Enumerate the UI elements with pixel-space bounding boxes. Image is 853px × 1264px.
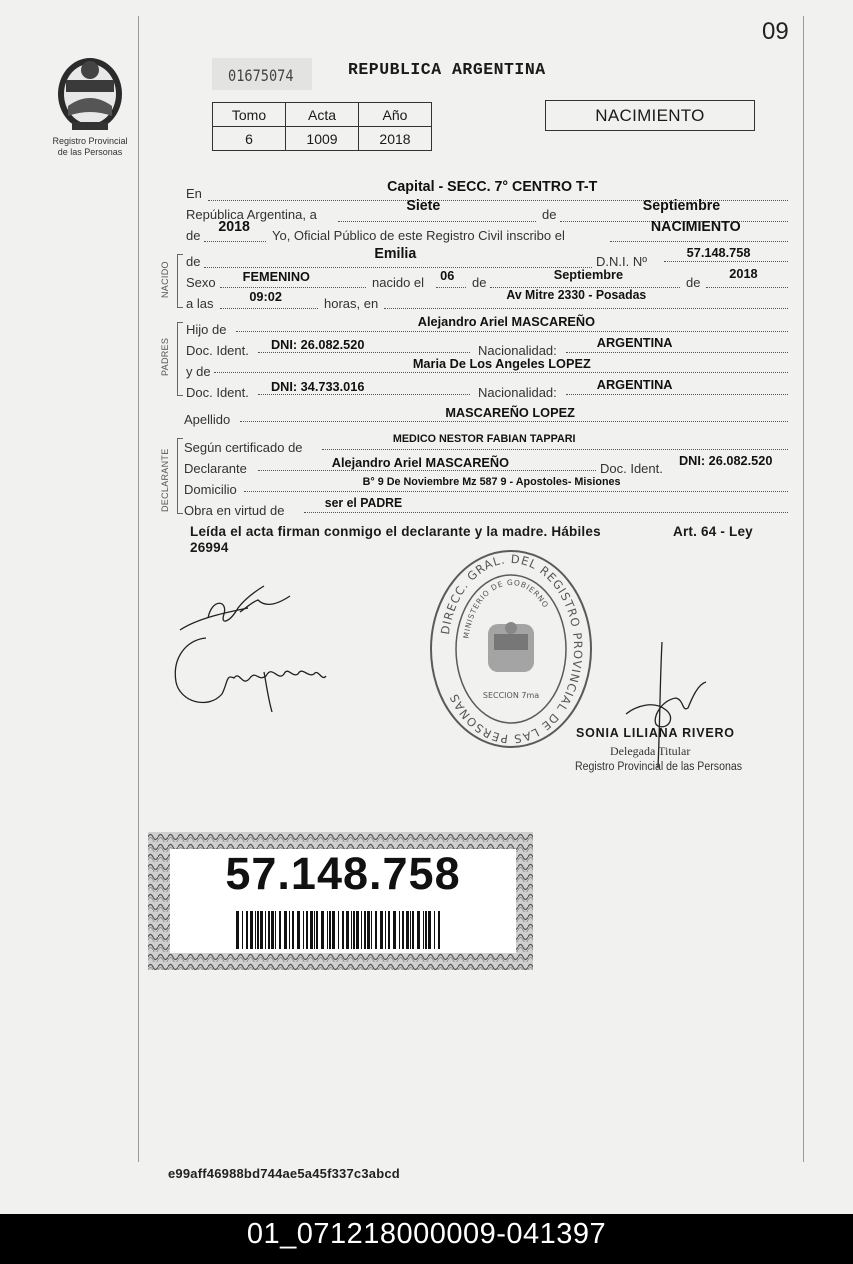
child-name: Emilia [374, 246, 417, 262]
oficial-text: Yo, Oficial Público de este Registro Civil inscribo el [272, 228, 565, 243]
declarante-value: Alejandro Ariel MASCAREÑO [331, 455, 510, 470]
acta-header: Acta [286, 103, 359, 127]
nacido-de-label-3: de [686, 275, 701, 290]
barcode-bar [361, 911, 362, 949]
barcode-bar [289, 911, 290, 949]
mother-nac-label: Nacionalidad: [478, 385, 557, 400]
barcode-bar [388, 911, 390, 949]
tomo-value: 6 [213, 127, 286, 151]
certificado-dots [322, 449, 788, 450]
tomo-header: Tomo [213, 103, 286, 127]
left-margin-line [138, 16, 139, 1162]
mother-doc-label: Doc. Ident. [186, 385, 249, 400]
dni-dots [664, 261, 788, 262]
birth-day: 06 [440, 268, 455, 283]
inscribo-value: NACIMIENTO [650, 219, 741, 235]
father-name: Alejandro Ariel MASCAREÑO [417, 314, 596, 329]
barcode [236, 911, 446, 949]
mother-nat-dots [566, 394, 788, 395]
obra-dots [304, 512, 788, 513]
declarante-doc: DNI: 26.082.520 [678, 453, 773, 468]
apellido-dots [240, 421, 788, 422]
father-nac-label: Nacionalidad: [478, 343, 557, 358]
apellido-label: Apellido [184, 412, 231, 427]
closing-line: Leída el acta firman conmigo el declarante y la madre. Hábiles [190, 524, 601, 539]
father-nationality: ARGENTINA [596, 335, 673, 350]
mother-nationality: ARGENTINA [596, 377, 673, 392]
mother-dots [214, 372, 788, 373]
padres-section-label: PADRES [160, 337, 170, 376]
de-label-2: de [186, 228, 201, 243]
barcode-bar [279, 911, 281, 949]
declarant-signature [168, 578, 338, 718]
domicilio-label: Domicilio [184, 482, 237, 497]
year-dots [204, 241, 266, 242]
birth-year-dots [706, 287, 788, 288]
barcode-bar [380, 911, 383, 949]
official-role: Delegada Titular [610, 744, 691, 758]
en-label: En [186, 186, 202, 201]
birth-day-dots [436, 287, 466, 288]
barcode-bar [399, 911, 400, 949]
father-nat-dots [566, 352, 788, 353]
barcode-bar [257, 911, 259, 949]
sexo-label: Sexo [186, 275, 216, 290]
barcode-bar [406, 911, 409, 949]
place-dots [384, 308, 788, 309]
barcode-bar [412, 911, 414, 949]
stamp-outer-text: DIRECC. GRAL. DEL REGISTRO PROVINCIAL DE LAS PERSONAS [437, 551, 586, 747]
barcode-bar [346, 911, 349, 949]
barcode-bar [321, 911, 324, 949]
country-title: REPUBLICA ARGENTINA [348, 60, 546, 79]
barcode-bar [329, 911, 331, 949]
barcode-bar [260, 911, 263, 949]
barcode-bar [402, 911, 404, 949]
barcode-bar [393, 911, 396, 949]
birth-time: 09:02 [249, 289, 282, 304]
certificado-value: MEDICO NESTOR FABIAN TAPPARI [392, 433, 576, 445]
barcode-bar [338, 911, 339, 949]
barcode-bar [428, 911, 431, 949]
father-doc: DNI: 26.082.520 [270, 337, 365, 352]
id-label-number: 57.148.758 [225, 848, 461, 899]
horas-label: horas, en [324, 296, 379, 311]
barcode-bar [265, 911, 266, 949]
obra-value: ser el PADRE [324, 496, 403, 510]
hijo-de-label: Hijo de [186, 322, 227, 337]
barcode-bar [364, 911, 366, 949]
declarante-section-label: DECLARANTE [160, 448, 170, 512]
mother-name: Maria De Los Angeles LOPEZ [412, 356, 591, 371]
barcode-bar [242, 911, 243, 949]
father-dots [236, 331, 788, 332]
republica-label: República Argentina, a [186, 207, 317, 222]
footer-code: 01_071218000009-041397 [246, 1218, 607, 1250]
day-dots [338, 221, 536, 222]
barcode-bar [425, 911, 427, 949]
ley-text: Art. 64 - Ley [673, 524, 753, 539]
declarante-label: Declarante [184, 461, 247, 476]
barcode-bar [303, 911, 304, 949]
barcode-bar [434, 911, 435, 949]
inscribo-dots [610, 241, 788, 242]
domicilio-dots [244, 491, 788, 492]
stamp-bottom-text: SECCION 7ma [482, 691, 540, 700]
official-signature [620, 640, 720, 780]
sexo-dots [220, 287, 366, 288]
domicilio-value: B° 9 De Noviembre Mz 587 9 - Apostoles- Misiones [362, 476, 621, 488]
barcode-bar [268, 911, 270, 949]
nacido-section-label: NACIDO [160, 261, 170, 298]
barcode-bar [410, 911, 411, 949]
barcode-bar [246, 911, 248, 949]
nacido-el-label: nacido el [372, 275, 425, 290]
right-margin-line [803, 16, 804, 1162]
barcode-bar [250, 911, 253, 949]
barcode-bar [327, 911, 328, 949]
father-doc-label: Doc. Ident. [186, 343, 249, 358]
acta-value: 1009 [286, 127, 359, 151]
time-dots [220, 308, 318, 309]
obra-label: Obra en virtud de [184, 503, 285, 518]
de-label: de [542, 207, 557, 222]
barcode-bar [351, 911, 352, 949]
record-type-box: NACIMIENTO [545, 100, 755, 131]
document-hash: e99aff46988bd744ae5a45f337c3abcd [168, 1166, 400, 1181]
barcode-bar [236, 911, 239, 949]
nacido-bracket [177, 254, 183, 308]
barcode-bar [417, 911, 420, 949]
barcode-bar [367, 911, 370, 949]
y-de-label: y de [186, 364, 211, 379]
father-doc-dots [258, 352, 470, 353]
a-las-label: a las [186, 296, 214, 311]
declarante-bracket [177, 438, 183, 514]
anio-header: Año [359, 103, 432, 127]
month-value: Septiembre [642, 198, 721, 214]
nacido-de-label: de [186, 254, 201, 269]
barcode-bar [292, 911, 294, 949]
birth-month: Septiembre [553, 267, 624, 282]
stamp-inner-text: MINISTERIO DE GOBIERNO [461, 577, 551, 640]
barcode-bar [275, 911, 276, 949]
barcode-bar [297, 911, 300, 949]
padres-bracket [177, 322, 183, 396]
official-name: SONIA LILIANA RIVERO [576, 726, 735, 740]
serial-number: 01675074 [228, 66, 294, 85]
logo-caption: Registro Provincial de las Personas [52, 136, 128, 157]
registry-stamp [428, 548, 594, 750]
barcode-bar [375, 911, 377, 949]
barcode-bar [342, 911, 344, 949]
dni-label: D.N.I. Nº [596, 254, 647, 269]
declarante-doc-label: Doc. Ident. [600, 461, 663, 476]
birth-place: Av Mitre 2330 - Posadas [506, 288, 647, 302]
barcode-bar [423, 911, 424, 949]
apellido-value: MASCAREÑO LOPEZ [445, 405, 575, 420]
barcode-bar [255, 911, 256, 949]
barcode-bar [314, 911, 315, 949]
child-dni: 57.148.758 [686, 245, 751, 260]
en-value: Capital - SECC. 7° CENTRO T-T [387, 179, 598, 195]
page-number: 09 [762, 18, 789, 45]
barcode-bar [310, 911, 313, 949]
barcode-bar [438, 911, 440, 949]
barcode-bar [284, 911, 287, 949]
day-value: Siete [406, 198, 441, 214]
mother-doc-dots [258, 394, 470, 395]
sexo-value: FEMENINO [242, 269, 310, 284]
anio-value: 2018 [359, 127, 432, 151]
barcode-bar [271, 911, 274, 949]
certificado-label: Según certificado de [184, 440, 303, 455]
name-dots [204, 267, 592, 268]
barcode-bar [332, 911, 335, 949]
birth-year: 2018 [729, 266, 758, 281]
barcode-bar [353, 911, 355, 949]
year-value: 2018 [218, 219, 250, 235]
official-org: Registro Provincial de las Personas [575, 761, 743, 773]
ley-number: 26994 [190, 540, 229, 555]
barcode-bar [306, 911, 308, 949]
barcode-bar [356, 911, 359, 949]
barcode-bar [316, 911, 318, 949]
coat-of-arms-logo [52, 50, 128, 134]
barcode-bar [371, 911, 372, 949]
register-table [212, 102, 432, 151]
mother-doc: DNI: 34.733.016 [270, 379, 365, 394]
declarante-dots [258, 470, 596, 471]
nacido-de-label-2: de [472, 275, 487, 290]
barcode-bar [385, 911, 386, 949]
